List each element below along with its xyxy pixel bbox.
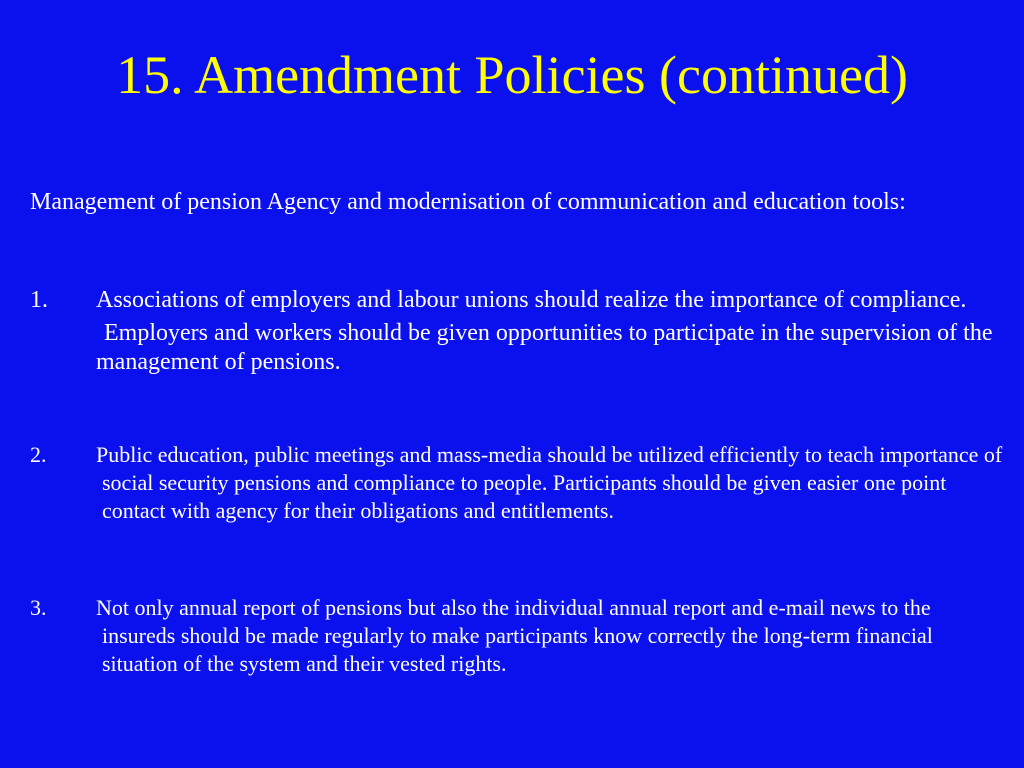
list-item-text: Not only annual report of pensions but also the individual annual report and e-mail news to the insureds should be made regularly to make participants know correctly the long-term financial situation of the system and their vested rights. xyxy=(96,595,933,676)
list-item-body xyxy=(96,286,1005,377)
list-item-text: Public education, public meetings and mass-media should be utilized efficiently to teach importance of social security pensions and compliance to people. Participants should be given easier one point contact with agency for their obligations and entitlements. xyxy=(96,442,1003,523)
list-item-2 xyxy=(30,441,1005,525)
list-item-number: 2. xyxy=(30,442,47,467)
slide-title: 15. Amendment Policies (continued) xyxy=(116,45,908,105)
list-item-3 xyxy=(30,594,1005,678)
list-item-number: 3. xyxy=(30,595,47,620)
list-item-1 xyxy=(30,286,1005,377)
intro-paragraph: Management of pension Agency and modernisation of communication and education tools: xyxy=(30,189,906,215)
list-item-number: 1. xyxy=(30,287,48,313)
list-item-text: Associations of employers and labour unions should realize the importance of compliance. xyxy=(96,287,967,313)
list-item-subtext: Employers and workers should be given opportunities to participate in the supervision of the management of pensions. xyxy=(96,320,993,375)
